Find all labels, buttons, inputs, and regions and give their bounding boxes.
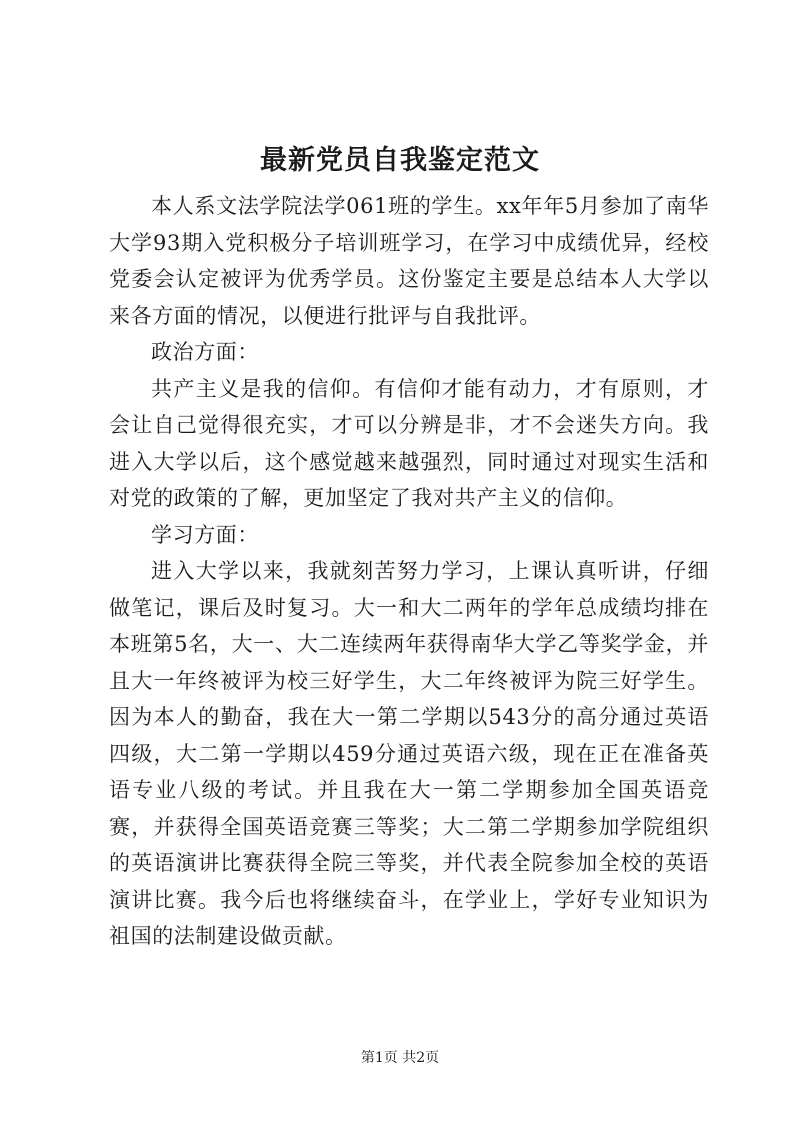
page-number-footer: 第1页 共2页 <box>360 1050 440 1066</box>
section-heading-politics: 政治方面： <box>151 340 259 364</box>
paragraph-study: 进入大学以来，我就刻苦努力学习，上课认真听讲，仔细做笔记，课后及时复习。大一和大二两年的学年总成绩均排在本班第5名，大一、大二连续两年获得南华大学乙等奖学金，并且大一年终被评为校三好学生，大二年终被评为院三好学生。因为本人的勤奋，我在大一第二学期以543分的高分通过英语四级，大二第一学期以459分通过英语六级，现在正在准备英语专业八级的考试。并且我在大一第二学期参加全国英语竞赛，并获得全国英语竞赛三等奖；大二第二学期参加学院组织的英语演讲比赛获得全院三等奖，并代表全院参加全校的英语演讲比赛。我今后也将继续奋斗，在学业上，学好专业知识为祖国的法制建设做贡献。 <box>109 559 709 948</box>
section-heading-study: 学习方面： <box>151 522 259 547</box>
document-title: 最新党员自我鉴定范文 <box>260 145 540 176</box>
paragraph-politics: 共产主义是我的信仰。有信仰才能有动力，才有原则，才会让自己觉得很充实，才可以分辨是非，才不会迷失方向。我进入大学以后，这个感觉越来越强烈，同时通过对现实生活和对党的政策的了解，更加坚定了我对共产主义的信仰。 <box>109 376 709 510</box>
paragraph-intro: 本人系文法学院法学061班的学生。xx年年5月参加了南华大学93期入党积极分子培训班学习，在学习中成绩优异，经校党委会认定被评为优秀学员。这份鉴定主要是总结本人大学以来各方面的情况，以便进行批评与自我批评。 <box>109 194 709 328</box>
document-body <box>109 188 709 955</box>
